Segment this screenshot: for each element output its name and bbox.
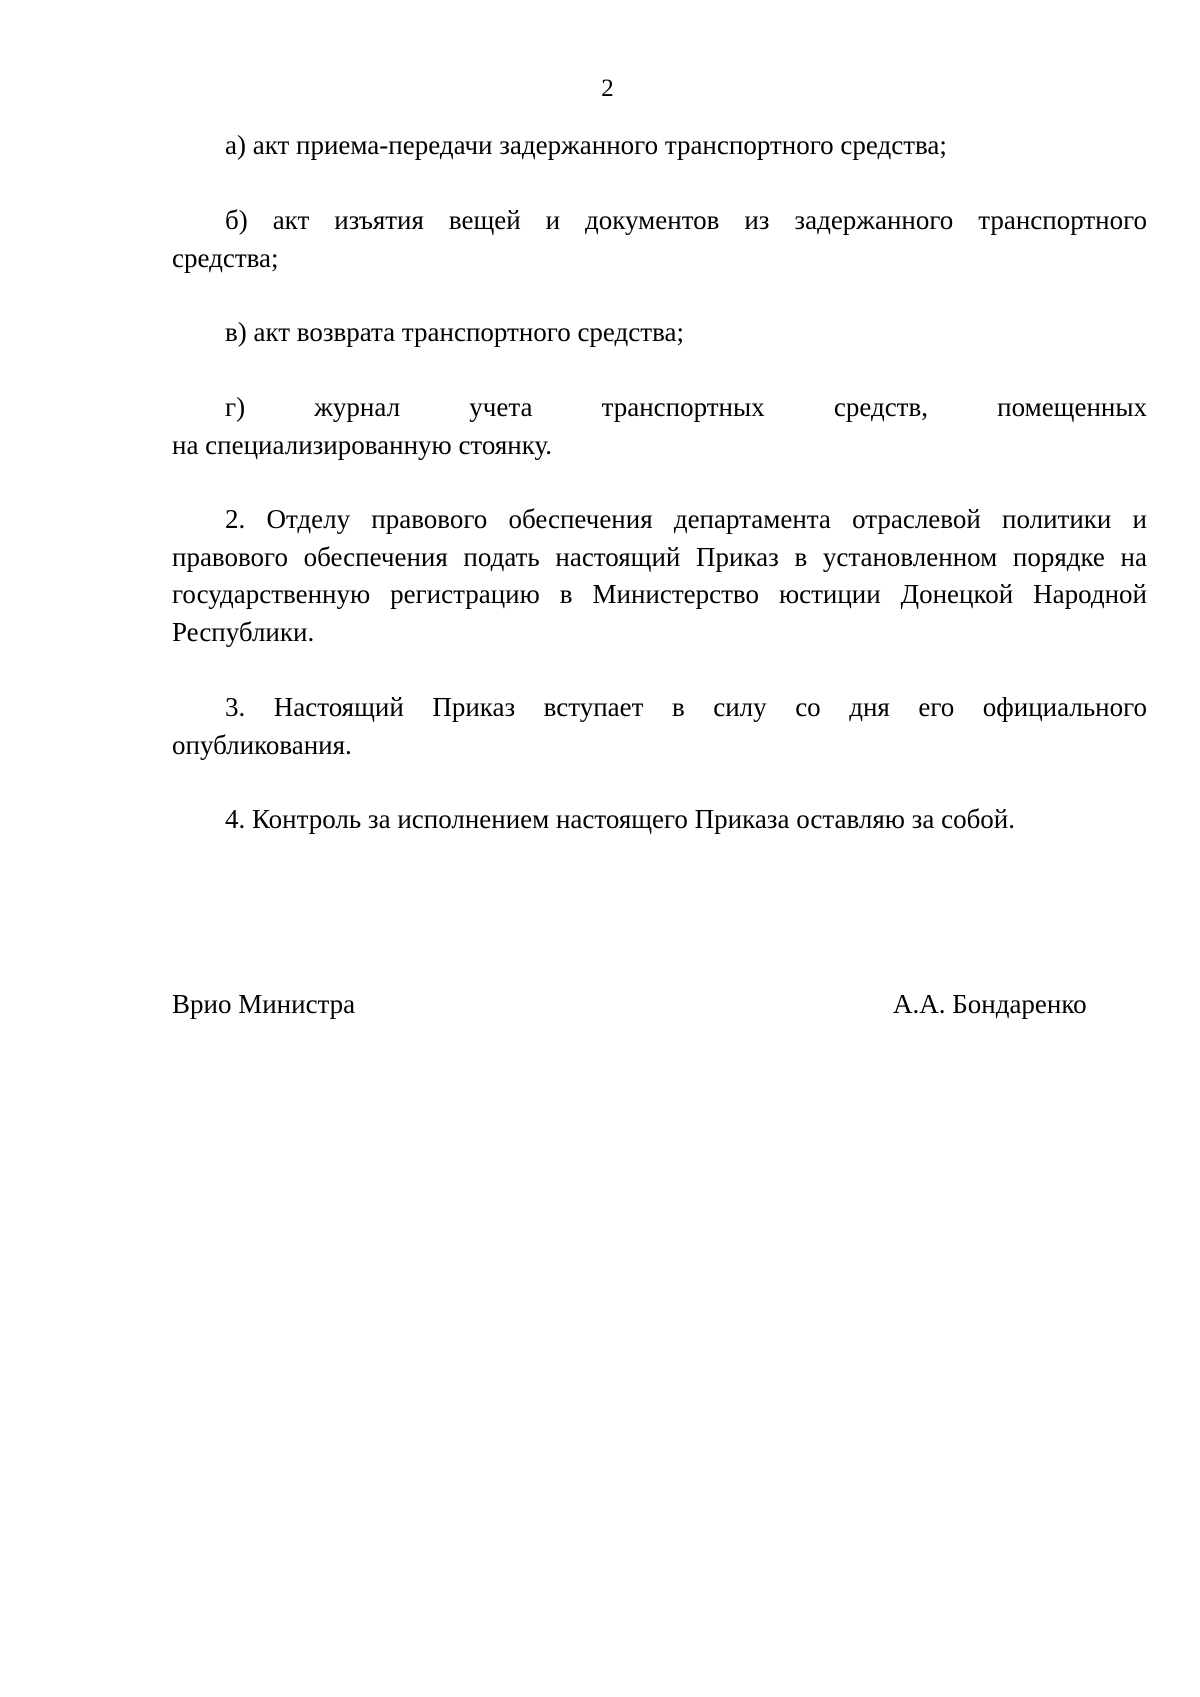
list-item-v (172, 314, 1147, 352)
page-number: 2 (601, 75, 614, 102)
list-item-b-line1: б) акт изъятия вещей и документов из задержанного транспортного (225, 205, 1147, 235)
paragraph-4 (172, 801, 1147, 839)
paragraph-2 (172, 501, 1147, 651)
list-item-b-line2: средства; (172, 242, 279, 273)
signature-name: А.А. Бондаренко (893, 989, 1087, 1019)
signature-position: Врио Министра (172, 989, 356, 1019)
list-item-v-text: в) акт возврата транспортного средства; (225, 317, 684, 347)
paragraph-3 (172, 689, 1147, 764)
list-item-g-line1: г) журнал учета транспортных средств, помещенных (225, 392, 1147, 422)
list-item-g-line2: на специализированную стоянку. (172, 429, 553, 460)
list-item-a (172, 127, 1147, 165)
list-item-a-text: а) акт приема-передачи задержанного транспортного средства; (225, 130, 947, 160)
paragraph-4-text: 4. Контроль за исполнением настоящего Приказа оставляю за собой. (225, 804, 1016, 834)
paragraph-3-line1: 3. Настоящий Приказ вступает в силу со дня его официального (225, 692, 1147, 722)
list-item-g (172, 389, 1147, 464)
list-item-b (172, 202, 1147, 277)
paragraph-3-line2: опубликования. (172, 729, 352, 760)
paragraph-2-text: 2. Отделу правового обеспечения департамента отраслевой политики и правового обеспечения подать настоящий Приказ в установленном порядке на государственную регистрацию в Министерство юстиции Донецкой Народной Республики. (172, 504, 1147, 647)
